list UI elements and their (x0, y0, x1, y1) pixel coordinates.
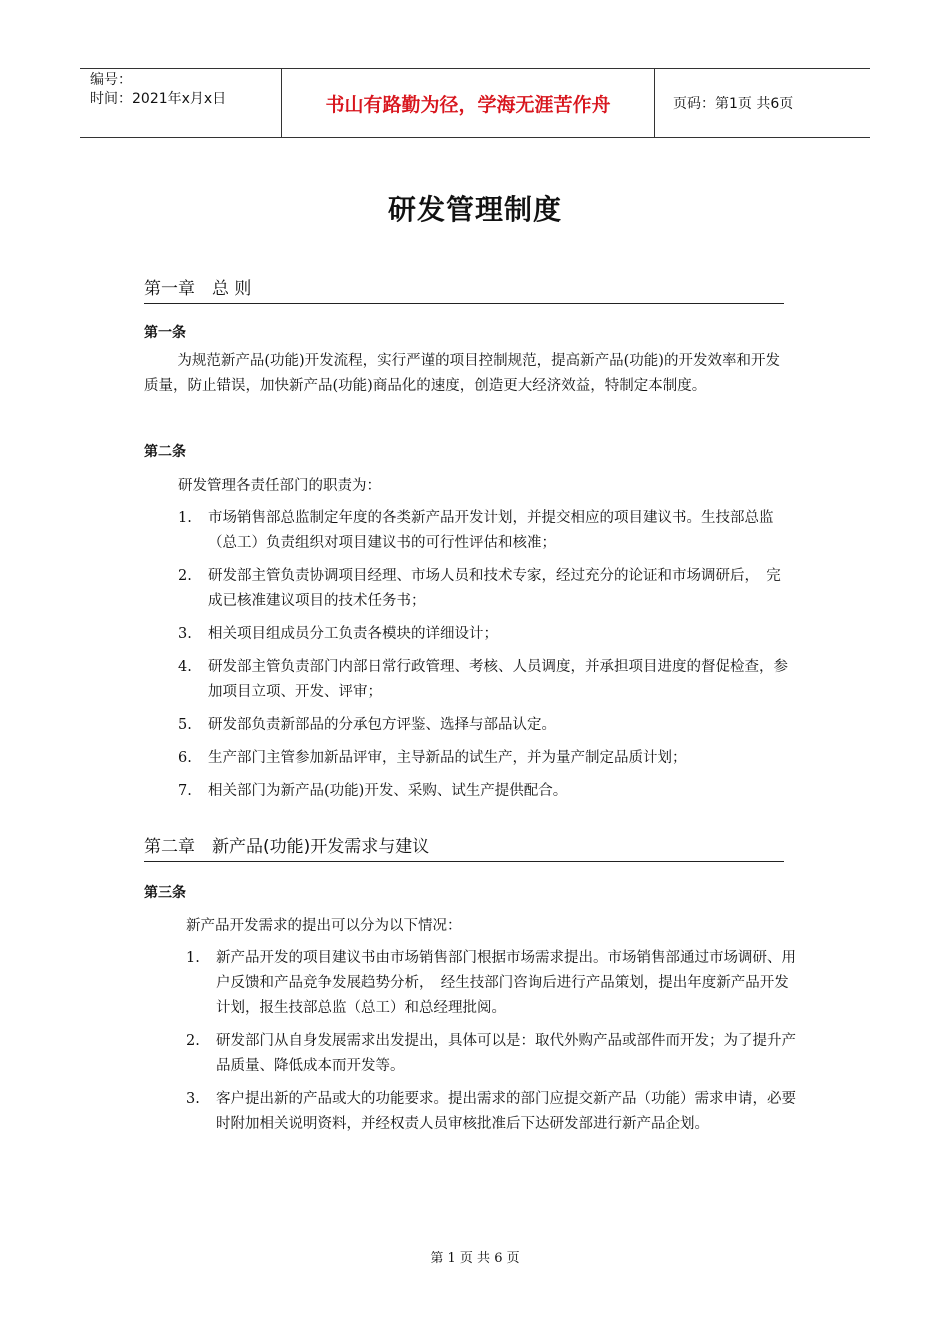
list-item-text: 生产部门主管参加新品评审，主导新品的试生产，并为量产制定品质计划； (208, 750, 687, 766)
chapter-1-heading: 第一章 总 则 (144, 274, 784, 304)
date-label: 时间：2021年x月x日 (90, 91, 227, 107)
article-1-text: 为规范新产品(功能)开发流程，实行严谨的项目控制规范，提高新产品(功能)的开发效率和开发质量，防止错误，加快新产品(功能)商品化的速度，创造更大经济效益，特制定本制度。 (144, 353, 780, 394)
article-3-intro: 新产品开发需求的提出可以分为以下情况： (186, 918, 462, 934)
list-item-number: 3. (178, 626, 192, 642)
list-item-number: 2. (178, 568, 192, 584)
list-item-text: 新产品开发的项目建议书由市场销售部门根据市场需求提出。市场销售部通过市场调研、用户反馈和产品竞争发展趋势分析， 经生技部门咨询后进行产品策划，提出年度新产品开发计划，报生技部总监（总工）和总经理批阅。 (216, 950, 796, 1016)
list-item (178, 655, 788, 705)
list-item-text: 研发部主管负责部门内部日常行政管理、考核、人员调度，并承担项目进度的督促检查，参加项目立项、开发、评审； (208, 659, 788, 700)
list-item-text: 相关项目组成员分工负责各模块的详细设计； (208, 626, 498, 642)
list-item-text: 研发部门从自身发展需求出发提出，具体可以是：取代外购产品或部件而开发；为了提升产品质量、降低成本而开发等。 (216, 1033, 796, 1074)
list-item (186, 1087, 798, 1137)
duties-list (178, 506, 788, 812)
list-item-number: 7. (178, 783, 192, 799)
chapter-2-heading: 第二章 新产品(功能)开发需求与建议 (144, 832, 784, 862)
page-info-text: 页码：第1页 共6页 (673, 96, 794, 112)
header-page-info (663, 69, 870, 137)
document-title: 研发管理制度 (387, 193, 562, 226)
page-footer: 第 1 页 共 6 页 (430, 1251, 520, 1266)
list-item-number: 2. (186, 1033, 200, 1049)
list-item (178, 506, 788, 556)
article-1-label: 第一条 (144, 325, 186, 341)
list-item-number: 5. (178, 717, 192, 733)
article-2-intro: 研发管理各责任部门的职责为： (178, 478, 381, 494)
list-item (186, 946, 798, 1021)
list-item-text: 研发部主管负责协调项目经理、市场人员和技术专家，经过充分的论证和市场调研后， 完成已核准建议项目的技术任务书； (208, 568, 781, 609)
list-item-number: 1. (178, 510, 192, 526)
list-item (178, 746, 788, 771)
serial-label: 编号： (90, 72, 132, 88)
list-item-number: 3. (186, 1091, 200, 1107)
list-item (178, 779, 788, 804)
list-item (178, 564, 788, 614)
list-item (178, 622, 788, 647)
list-item (186, 1029, 798, 1079)
list-item-text: 市场销售部总监制定年度的各类新产品开发计划，并提交相应的项目建议书。生技部总监（总工）负责组织对项目建议书的可行性评估和核准； (208, 510, 774, 551)
list-item-text: 研发部负责新部品的分承包方评鉴、选择与部品认定。 (208, 717, 556, 733)
list-item-text: 客户提出新的产品或大的功能要求。提出需求的部门应提交新产品（功能）需求申请，必要时附加相关说明资料，并经权责人员审核批准后下达研发部进行新产品企划。 (216, 1091, 796, 1132)
list-item-text: 相关部门为新产品(功能)开发、采购、试生产提供配合。 (208, 783, 568, 799)
list-item-number: 1. (186, 950, 200, 966)
page-header (80, 68, 870, 138)
header-motto: 书山有路勤为径，学海无涯苦作舟 (281, 69, 655, 137)
list-item (178, 713, 788, 738)
requirements-list (186, 946, 798, 1145)
article-3-label: 第三条 (144, 885, 186, 901)
list-item-number: 6. (178, 750, 192, 766)
list-item-number: 4. (178, 659, 192, 675)
article-2-label: 第二条 (144, 444, 186, 460)
header-meta-cell (80, 69, 280, 139)
